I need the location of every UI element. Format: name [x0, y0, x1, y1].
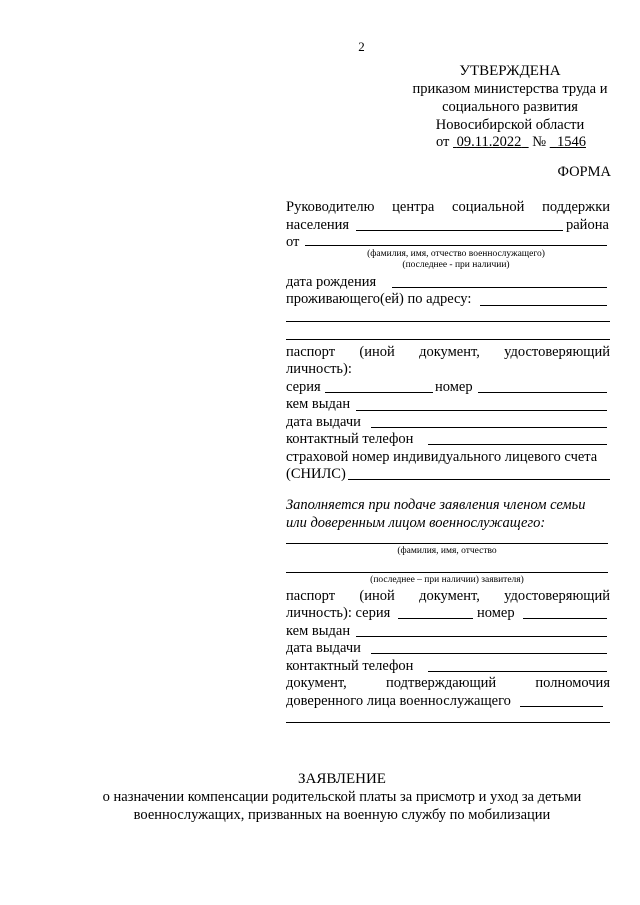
family-issued-by-field[interactable] — [356, 636, 607, 637]
statement-title: ЗАЯВЛЕНИЕ — [298, 771, 386, 787]
approval-date-prefix: от — [436, 134, 450, 150]
address-field-1[interactable] — [480, 305, 607, 306]
approval-line-2: социального развития — [442, 99, 578, 115]
number-label: номер — [435, 379, 473, 395]
approval-date-row — [436, 133, 586, 151]
population-label: населения — [286, 217, 350, 233]
address-field-3[interactable] — [286, 339, 610, 340]
family-phone-field[interactable] — [428, 671, 607, 672]
family-fio-field-2[interactable] — [286, 572, 608, 573]
approval-date: 09.11.2022 — [456, 134, 522, 150]
address-field-2[interactable] — [286, 321, 610, 322]
phone-field[interactable] — [428, 444, 607, 445]
family-issue-date-field[interactable] — [371, 653, 607, 654]
approval-line-1: приказом министерства труда и — [412, 81, 608, 97]
issued-by-field[interactable] — [356, 410, 607, 411]
birth-date-label: дата рождения — [286, 274, 377, 290]
trustee-label: доверенного лица военнослужащего — [286, 693, 511, 709]
statement-line-2: военнослужащих, призванных на военную службу по мобилизации — [133, 807, 551, 823]
family-number-field[interactable] — [523, 618, 607, 619]
family-series-field[interactable] — [398, 618, 473, 619]
passport-line: паспорт (иной документ, удостоверяющий — [286, 344, 610, 360]
statement-line-1: о назначении компенсации родительской платы за присмотр и уход за детьми — [102, 789, 582, 805]
fio-hint-2: (последнее - при наличии) — [402, 260, 510, 270]
applicant-fio-field[interactable] — [305, 245, 607, 246]
approval-title: УТВЕРЖДЕНА — [459, 63, 561, 79]
snils-field[interactable] — [348, 479, 610, 480]
family-doc-line: документ, подтверждающий полномочия — [286, 675, 610, 691]
family-phone-label: контактный телефон — [286, 658, 414, 674]
family-identity-series-label: личность): серия — [286, 605, 391, 621]
residing-label: проживающего(ей) по адресу: — [286, 291, 472, 307]
series-label: серия — [286, 379, 321, 395]
snils-label-2: (СНИЛС) — [286, 466, 346, 482]
approval-number: 1546 — [556, 134, 586, 150]
issue-date-label: дата выдачи — [286, 414, 361, 430]
family-fio-hint: (фамилия, имя, отчество — [397, 546, 497, 556]
addressee-line-1: Руководителю центра социальной поддержки — [286, 199, 610, 215]
birth-date-field[interactable] — [392, 287, 607, 288]
series-field[interactable] — [325, 392, 433, 393]
page-number: 2 — [358, 39, 365, 54]
family-number-label: номер — [477, 605, 515, 621]
approval-line-3: Новосибирской области — [435, 117, 585, 133]
number-field[interactable] — [478, 392, 607, 393]
from-label: от — [286, 234, 300, 250]
district-label: района — [566, 217, 609, 233]
trustee-field-1[interactable] — [520, 706, 603, 707]
form-label: ФОРМА — [557, 164, 611, 180]
trustee-field-2[interactable] — [286, 722, 610, 723]
family-note-1: Заполняется при подаче заявления членом семьи — [286, 497, 586, 513]
approval-number-prefix: № — [532, 134, 547, 150]
identity-label: личность): — [286, 361, 352, 377]
fio-hint: (фамилия, имя, отчество военнослужащего) — [367, 249, 545, 259]
family-issued-by-label: кем выдан — [286, 623, 351, 639]
family-fio-hint-2: (последнее – при наличии) заявителя) — [370, 575, 524, 585]
family-note-2: или доверенным лицом военнослужащего: — [286, 515, 546, 531]
family-fio-field-1[interactable] — [286, 543, 608, 544]
phone-label: контактный телефон — [286, 431, 414, 447]
family-issue-date-label: дата выдачи — [286, 640, 361, 656]
district-field[interactable] — [356, 230, 563, 231]
issued-by-label: кем выдан — [286, 396, 351, 412]
family-passport-line: паспорт (иной документ, удостоверяющий — [286, 588, 610, 604]
issue-date-field[interactable] — [371, 427, 607, 428]
snils-label-1: страховой номер индивидуального лицевого счета — [286, 449, 598, 465]
